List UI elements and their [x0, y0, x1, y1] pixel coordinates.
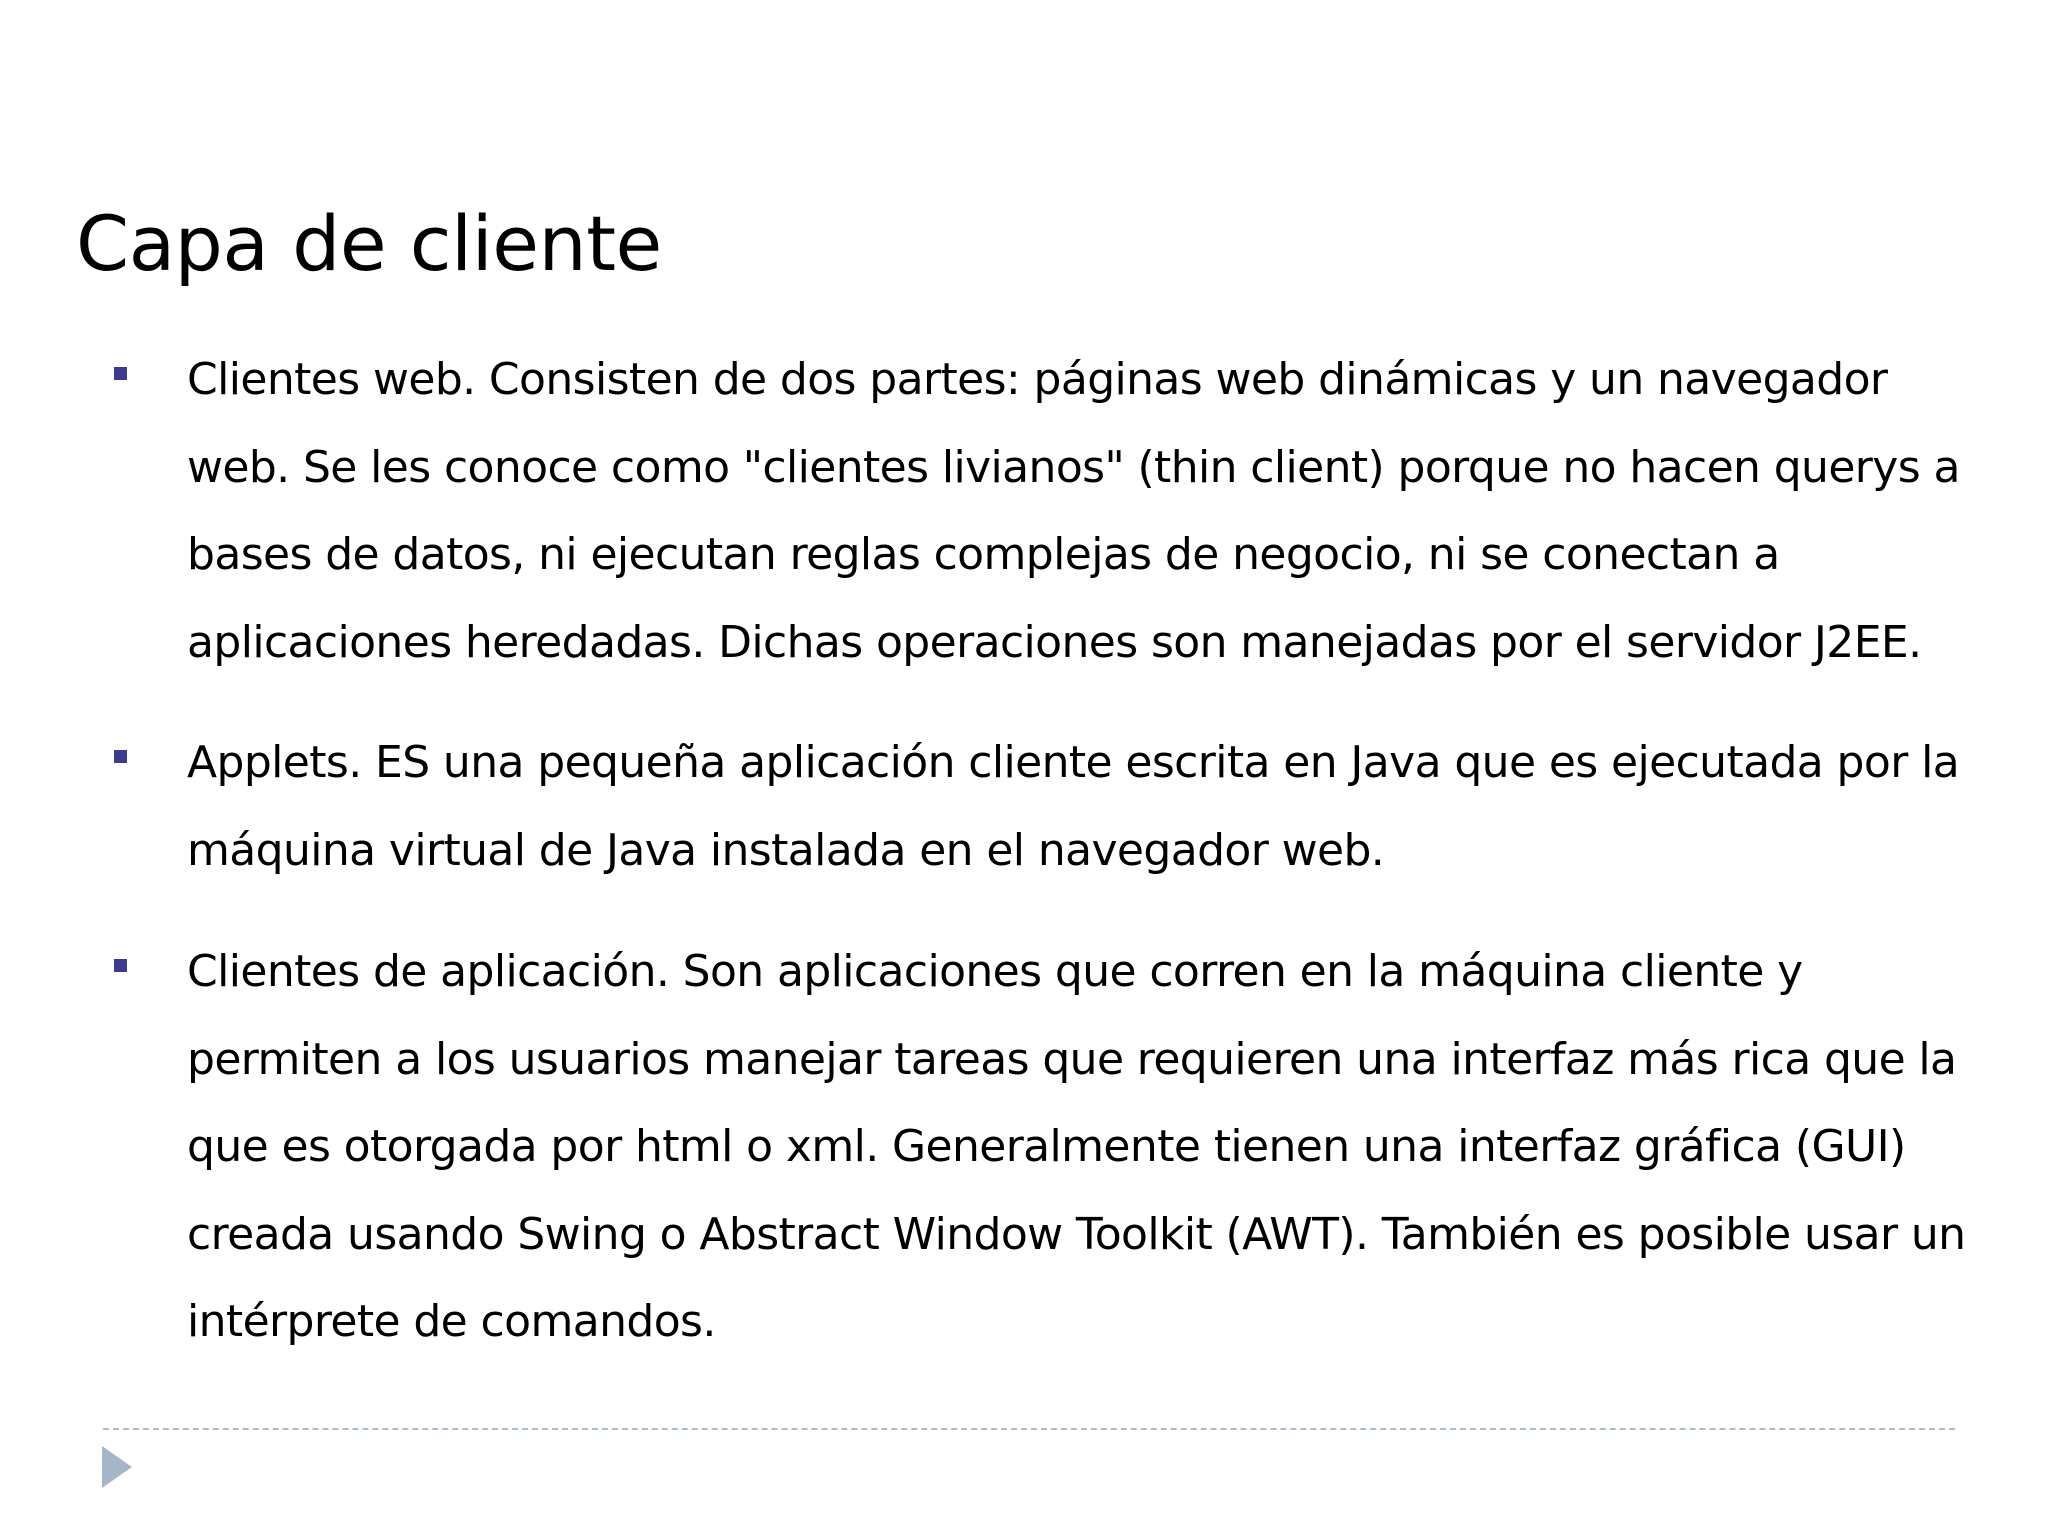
bullet-item-clientes-aplicacion — [0, 928, 2048, 1366]
bullet-item-clientes-web — [0, 336, 2048, 686]
square-bullet-icon — [114, 367, 127, 380]
bullet-text: Applets. ES una pequeña aplicación cliente escrita en Java que es ejecutada por la máquina virtual de Java instalada en el navegador web. — [187, 737, 1960, 876]
bullet-text: Clientes de aplicación. Son aplicaciones que corren en la máquina cliente y permiten a los usuarios manejar tareas que requieren una interfaz más rica que la que es otorgada por html o xml. Generalmente tienen una interfaz gráfica (GUI) creada usando Swing o Abstract Window Toolkit (AWT). También es posible usar un intérprete de comandos. — [187, 946, 1966, 1347]
bullet-text: Clientes web. Consisten de dos partes: páginas web dinámicas y un navegador web. Se les conoce como "clientes livianos" (thin client) porque no hacen querys a bases de datos, ni ejecutan reglas complejas de negocio, ni se conectan a aplicaciones heredadas. Dichas operaciones son manejadas por el servidor J2EE. — [187, 354, 1960, 668]
square-bullet-icon — [114, 750, 127, 763]
bullet-list — [0, 336, 2048, 1399]
bullet-item-applets — [0, 719, 2048, 894]
square-bullet-icon — [114, 959, 127, 972]
footer-divider — [103, 1428, 1955, 1430]
slide-title: Capa de cliente — [76, 199, 662, 288]
play-arrow-icon[interactable] — [102, 1446, 132, 1488]
